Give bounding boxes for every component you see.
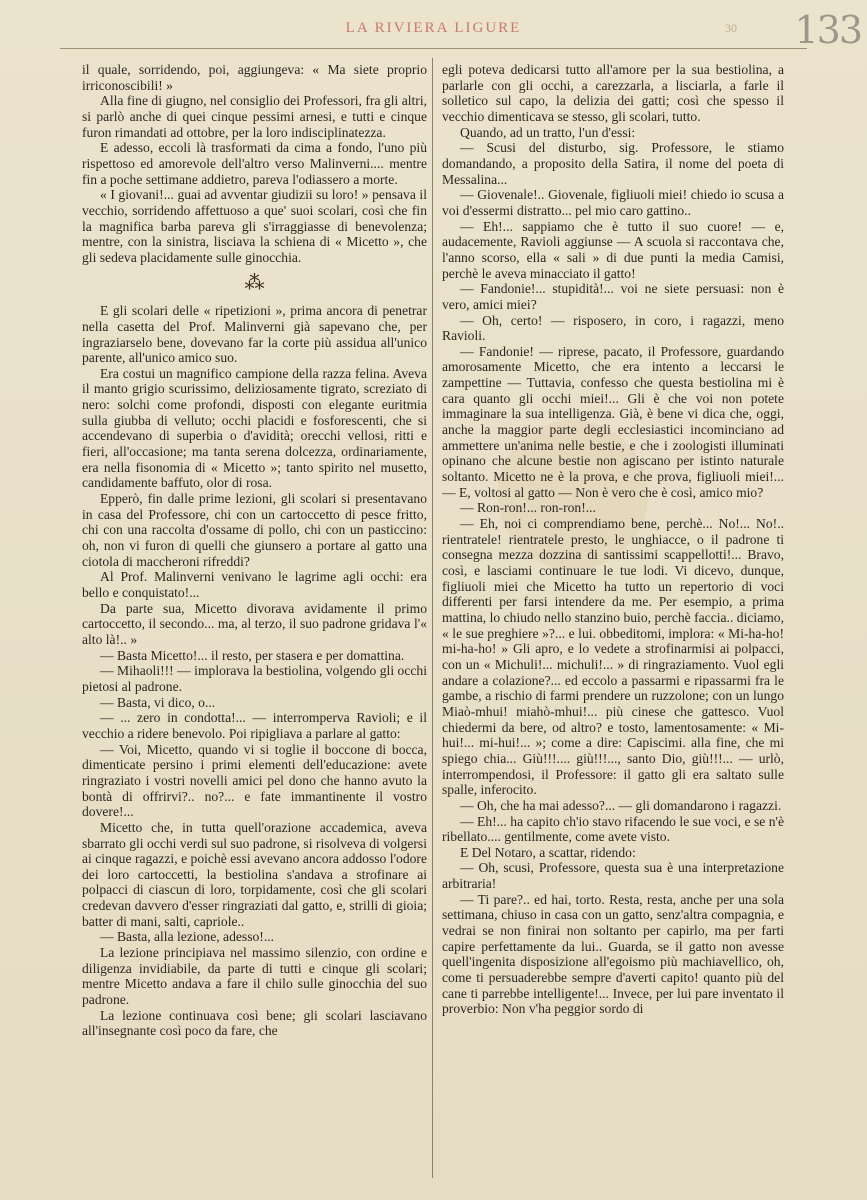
paragraph: — Eh!... ha capito ch'io stavo rifacendo le sue voci, e se n'è ribellato.... gentilmente, come avete visto. xyxy=(442,813,784,845)
paragraph: — ... zero in condotta!... — interromperva Ravioli; e il vecchio a ridere benevolo. Poi ripigliava a parlare al gatto: xyxy=(82,710,427,741)
paragraph: La lezione principiava nel massimo silenzio, con ordine e diligenza invidiabile, da parte di tutti e cinque gli scolari; mentre Micetto andava a fare il chilo sulle ginocchia del suo padrone. xyxy=(82,945,427,1008)
paragraph: egli poteva dedicarsi tutto all'amore per la sua bestiolina, a parlarle con gli occhi, a carezzarla, a lisciarla, a farle il solletico sul capo, la delizia dei gatti; così che spesso il vecchio dimenticava se stesso, gli scolari, tutto. xyxy=(442,62,784,124)
paragraph: — Basta, vi dico, o... xyxy=(100,694,216,710)
paragraph: — Oh, certo! — risposero, in coro, i ragazzi, meno Ravioli. xyxy=(442,312,784,344)
paragraph: Quando, ad un tratto, l'un d'essi: xyxy=(460,124,636,140)
paragraph: — Basta Micetto!... il resto, per stasera e per domattina. xyxy=(100,647,405,663)
paragraph: Da parte sua, Micetto divorava avidamente il primo cartoccetto, il secondo... ma, al terzo, il suo padrone gridava l'« alto là!.. » xyxy=(82,600,427,647)
handwritten-folio-number: 133 xyxy=(794,8,861,52)
paragraph: Micetto che, in tutta quell'orazione accademica, aveva sbarrato gli occhi verdi sul suo padrone, si risolveva di volgersi ai cinque ragazzi, e poichè essi avevano ancora addosso l'odore dei loro cartoccetti, la bestiolina s'andava a strofinare ai polpacci di ciascun di loro, torpidamente, così che gli scolari credevan davvero d'esser ringraziati dal gatto, e, strilli di gioia; batter di mani, salti, capriole.. xyxy=(82,819,427,929)
paragraph: — Ron-ron!... ron-ron!... xyxy=(460,500,596,516)
paragraph: Alla fine di giugno, nel consiglio dei Professori, fra gli altri, si parlò anche di quei cinque pessimi arnesi, e tutti e cinque furon rimandati ad ottobre, per la loro indisciplinatezza. xyxy=(82,93,427,140)
paragraph: — Giovenale!.. Giovenale, figliuoli miei! chiedo io scusa a voi d'essermi distratto... pel mio caro gattino.. xyxy=(442,187,784,218)
paragraph: — Oh, che ha mai adesso?... — gli domandarono i ragazzi. xyxy=(460,797,782,813)
right-column xyxy=(442,62,784,1180)
paragraph: Al Prof. Malinverni venivano le lagrime agli occhi: era bello e conquistato!... xyxy=(82,569,427,600)
paragraph: — Basta, alla lezione, adesso!... xyxy=(100,929,275,945)
paragraph: — Scusi del disturbo, sig. Professore, le stiamo domandando, a proposito della Satira, il nome del poeta di Messalina... xyxy=(442,140,784,187)
paragraph: E Del Notaro, a scattar, ridendo: xyxy=(460,844,636,860)
left-column xyxy=(82,62,427,1180)
column-divider xyxy=(432,58,433,1178)
paragraph: — Fandonie!... stupidità!... voi ne siete persuasi: non è vero, amici miei? xyxy=(442,281,784,312)
paragraph: La lezione continuava così bene; gli scolari lasciavano all'insegnante così poco da fare, che xyxy=(82,1007,427,1039)
paragraph: « I giovani!... guai ad avventar giudizii su loro! » pensava il vecchio, sorridendo affettuoso a que' suoi scolari, così che fin la magnifica barba pareva gli s'irraggiasse di benevolenza; mentre, con la sinistra, lisciava la schiena di « Micetto », che gli sedeva placidamente sulle ginocchia. xyxy=(82,187,427,265)
section-ornament-icon: ⁂ xyxy=(244,271,265,294)
running-header xyxy=(60,18,807,49)
paragraph: E gli scolari delle « ripetizioni », prima ancora di penetrar nella casetta del Prof. Malinverni già sapevano che, per ingraziarselo bene, dovevano far la corte più assidua all'unico parente, all'unico amico suo. xyxy=(82,303,427,366)
journal-title: LA RIVIERA LIGURE xyxy=(345,20,522,36)
paragraph: E adesso, eccoli là trasformati da cima a fondo, l'uno più rispettoso ed amorevole dell'altro verso Malinverni.... mentre fin a poche settimane addietro, pareva l'odiassero a morte. xyxy=(82,140,427,187)
paragraph: — Mihaoli!!! — implorava la bestiolina, volgendo gli occhi pietosi al padrone. xyxy=(82,663,427,694)
paragraph: — Ti pare?.. ed hai, torto. Resta, resta, anche per una sola settimana, chiuso in casa con un gatto, senz'altra compagnia, e vedrai se non finirai non soltanto per capirlo, ma per farti capire perfettamente da lui.. Guarda, se il gatto non avesse quell'ingenita disposizione all'egoismo più machiavellico, oh, come ti persuaderebbe sempre d'averti capito! quanto più del cane ti parrebbe intelligente!... Invece, per lui pare inventato il proverbio: Non v'ha peggior sordo di xyxy=(442,891,784,1017)
paragraph: — Voi, Micetto, quando vi si toglie il boccone di bocca, dimenticate persino i primi elementi dell'educazione: avete ringraziato i vostri novelli amici pel dono che hanno avuto la bontà di offrirvi?.. no?... e fate immantinente il vostro dovere!... xyxy=(82,741,427,820)
page-number: 30 xyxy=(725,21,737,35)
paragraph: Epperò, fin dalle prime lezioni, gli scolari si presentavano in casa del Professore, chi con un cartoccetto di pesce fritto, chi con una raccolta d'ossame di pollo, chi con un pasticcino: oh, non vi furon di quelli che giunsero a portare al gatto una ciotola di maccheroni rifreddi? xyxy=(82,491,427,569)
paragraph: — Oh, scusi, Professore, questa sua è una interpretazione arbitraria! xyxy=(442,860,784,892)
paragraph: Era costui un magnifico campione della razza felina. Aveva il manto grigio scurissimo, deliziosamente tigrato, screziato di nero: solchi come profondi, disposti con elegante euritmia sulla giubba di velluto; occhi placidi e fosforescenti, che si accendevano di superbia o d'avidità; orecchi vellosi, ritti e fieri, all'occasione; ma tanta serena dolcezza, ordinariamente, era nella fisonomia di « Micetto »; tanto spirito nel musetto, candidamente baffuto, olor di rosa. xyxy=(82,365,427,491)
paragraph: — Fandonie! — riprese, pacato, il Professore, guardando amorosamente Micetto, che era intento a leccarsi le zampettine — Tuttavia, confesso che questa bestiolina mi è cara quanto gli occhi miei!... Gli è che voi non potete immaginare la sua intelligenza. Già, è bene vi dica che, oggi, anche la maggior parte degli ecclesiastici incominciano ad ammettere un'anima nelle bestie, e che i zoologisti illuminati opinano che alcune bestie non agiscano per istinto naturale soltanto. Micetto ne è la prova, e che prova, figliuoli miei!... — E, voltosi al gatto — Non è vero che è così, amico mio? xyxy=(442,343,784,500)
paragraph: — Eh, noi ci comprendiamo bene, perchè... No!... No!.. rientratele! rientratele presto, le unghiacce, o il padrone ti consegna mezza dozzina di santissimi scappellotti!... Bravo, così, e lasciami continuare le tue lodi. Vi dicevo, dunque, figliuoli miei che Micetto ha tutto un repertorio di voci differenti per farsi intendere da me. Per esempio, a prima mattina, lo chiudo nello stanzino buio, perchè faccia.. diciamo, « le sue preghiere »?... e lui. obbeditomi, implora: « Mi-ha-ho! mi-ha-ho! » Gli apro, e lo vedete a strofinarmisi ai polpacci, con un « Michuli!... michuli!... » di ringraziamento. Vuol egli andare a colazione?... ed eccolo a passarmi e ripassarmi fra le gambe, a rischio di farmi prendere un ruzzolone; con un lungo Miaò-mhui! miahò-mhui!... più cinese che gattesco. Vuol chiedermi da bere, od altro? e tosto, lamentosamente: « Mi-hui!... mi-hui!... »; come a dire: Capiscimi. alla fine, che mi spiego chia... Giù!!!.... giù!!!..., santo Dio, giù!!!... — urlò, interrompendosi, il Professore: il gatto gli era saltato sulle spalle, inferocito. xyxy=(442,516,784,798)
paragraph: — Eh!... sappiamo che è tutto il suo cuore! — e, audacemente, Ravioli aggiunse — A scuola si raccontava che, l'anno scorso, ella « sali » di due punti la media Camisi, perchè le aveva minacciato il gatto! xyxy=(442,218,784,281)
paragraph: il quale, sorridendo, poi, aggiungeva: « Ma siete proprio irriconoscibili! » xyxy=(82,62,427,93)
